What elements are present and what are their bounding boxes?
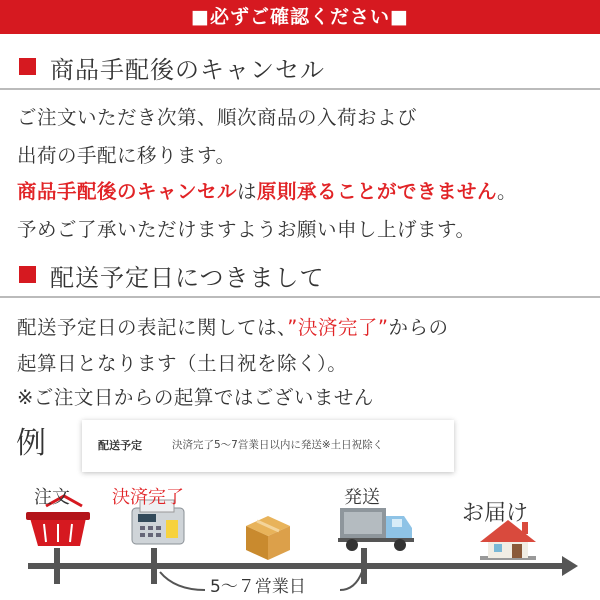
step-label-order: 注文 (34, 487, 70, 508)
body-text-line: ご注文いただき次第、順次商品の入荷および (17, 106, 418, 129)
emphasis-text: 商品手配後のキャンセル (17, 180, 238, 203)
body-text: は (237, 180, 258, 203)
step-label-shipping: 発送 (344, 487, 380, 508)
notice-banner: ■必ずご確認ください■ (0, 0, 600, 34)
cardboard-box-icon (246, 516, 290, 560)
section-title: 商品手配後のキャンセル (50, 56, 325, 84)
body-text: 。 (497, 180, 518, 203)
arrow-head-icon (562, 556, 578, 576)
delivery-truck-icon (338, 508, 414, 551)
emphasis-text: ”決済完了” (287, 316, 389, 339)
section-title: 配送予定日につきまして (50, 264, 325, 292)
body-text-line: 起算日となります（土日祝を除く）。 (17, 352, 348, 375)
body-text: 配送予定日の表記に関しては、 (17, 316, 288, 339)
emphasis-text: 原則承ることができません (257, 180, 498, 203)
step-label-delivery: お届け (462, 501, 529, 526)
example-label: 例 (16, 426, 46, 461)
example-value: 決済完了5～7営業日以内に発送※土日祝除く (172, 439, 384, 451)
body-text: からの (388, 316, 449, 339)
step-label-payment: 決済完了 (112, 487, 184, 508)
example-key: 配送予定 (98, 439, 142, 452)
body-text-line: ※ご注文日からの起算ではございません (17, 386, 374, 409)
range-label: 5～７営業日 (210, 577, 306, 597)
body-text-line: 予めご了承いただけますようお願い申し上げます。 (17, 218, 476, 241)
body-text-line: 出荷の手配に移ります。 (17, 144, 236, 167)
